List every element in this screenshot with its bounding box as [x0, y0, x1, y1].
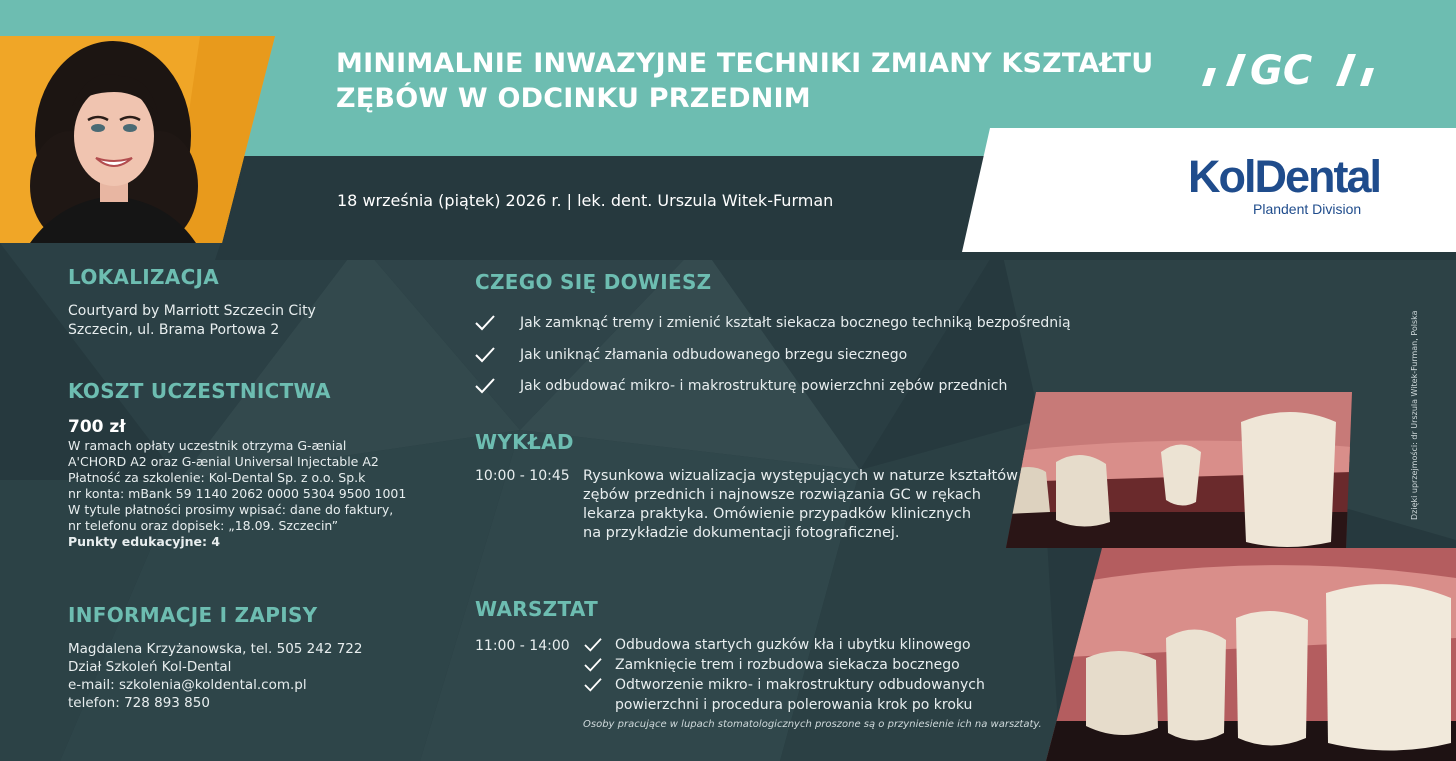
photo-credit: Dzięki uprzejmości: dr Urszula Witek-Furman, Polska — [1410, 310, 1419, 520]
workshop-item-continuation: powierzchni i procedura polerowania krok po kroku — [615, 697, 973, 713]
koldental-subtitle: Plandent Division — [1253, 201, 1362, 217]
lecture-time: 10:00 - 10:45 — [475, 468, 570, 484]
dental-photo-after — [1046, 548, 1456, 761]
workshop-note: Osoby pracujące w lupach stomatologicznych proszone są o przyniesienie ich na warsztaty. — [583, 719, 1042, 730]
gc-logo — [1198, 46, 1378, 90]
cost-line: W ramach opłaty uczestnik otrzyma G-ænial — [68, 438, 347, 453]
learn-item-text: Jak odbudować mikro- i makrostrukturę powierzchni zębów przednich — [520, 378, 1008, 394]
workshop-item-text: Zamknięcie trem i rozbudowa siekacza bocznego — [615, 657, 960, 673]
cost-line: nr telefonu oraz dopisek: „18.09. Szczecin” — [68, 518, 339, 533]
title-line-2: ZĘBÓW W ODCINKU PRZEDNIM — [336, 83, 811, 114]
cost-line: nr konta: mBank 59 1140 2062 0000 5304 9500 1001 — [68, 486, 407, 501]
check-icon — [474, 314, 496, 332]
learn-item-text: Jak zamknąć tremy i zmienić kształt siekacza bocznego techniką bezpośrednią — [520, 315, 1071, 331]
info-heading: INFORMACJE I ZAPISY — [68, 603, 318, 627]
date-speaker: 18 września (piątek) 2026 r. | lek. dent. Urszula Witek-Furman — [337, 191, 834, 210]
check-icon — [583, 637, 603, 653]
cost-line: W tytule płatności prosimy wpisać: dane do faktury, — [68, 502, 394, 517]
cost-block — [68, 416, 428, 550]
dental-photo-before — [1006, 392, 1352, 548]
check-icon — [583, 677, 603, 693]
cost-heading: KOSZT UCZESTNICTWA — [68, 379, 331, 403]
price: 700 zł — [68, 417, 126, 437]
location-line: Szczecin, ul. Brama Portowa 2 — [68, 322, 280, 338]
workshop-item-text: Odbudowa startych guzków kła i ubytku klinowego — [615, 637, 971, 653]
lecture-line: zębów przednich i najnowsze rozwiązania GC w rękach — [583, 487, 981, 503]
lecture-heading: WYKŁAD — [475, 430, 574, 454]
cost-line: A'CHORD A2 oraz G-ænial Universal Injectable A2 — [68, 454, 379, 469]
info-block — [68, 640, 363, 712]
check-icon — [474, 377, 496, 395]
title-line-1: MINIMALNIE INWAZYJNE TECHNIKI ZMIANY KSZTAŁTU — [336, 48, 1154, 79]
learn-item — [474, 314, 1071, 332]
email-link[interactable]: e-mail: szkolenia@koldental.com.pl — [68, 677, 307, 693]
education-points: Punkty edukacyjne: 4 — [68, 534, 221, 549]
cost-line: Płatność za szkolenie: Kol-Dental Sp. z o.o. Sp.k — [68, 470, 366, 485]
location-line: Courtyard by Marriott Szczecin City — [68, 303, 316, 319]
lecture-description — [583, 467, 1018, 543]
workshop-item — [583, 636, 971, 655]
koldental-logo: KolDental — [1188, 151, 1381, 202]
workshop-item — [583, 656, 960, 675]
learn-heading: CZEGO SIĘ DOWIESZ — [475, 270, 712, 294]
location-heading: LOKALIZACJA — [68, 265, 220, 289]
workshop-item — [583, 676, 985, 695]
gc-logo-text: GC — [1250, 48, 1313, 90]
workshop-item-text: Odtworzenie mikro- i makrostruktury odbudowanych — [615, 677, 985, 693]
check-icon — [474, 346, 496, 364]
workshop-time: 11:00 - 14:00 — [475, 638, 570, 654]
phone-line: telefon: 728 893 850 — [68, 695, 210, 711]
workshop-heading: WARSZTAT — [475, 597, 599, 621]
learn-item-text: Jak uniknąć złamania odbudowanego brzegu siecznego — [520, 347, 908, 363]
learn-item — [474, 377, 1007, 395]
event-title — [336, 46, 1176, 116]
learn-item — [474, 346, 907, 364]
speaker-portrait — [0, 36, 275, 243]
info-line: Dział Szkoleń Kol-Dental — [68, 659, 232, 675]
info-line: Magdalena Krzyżanowska, tel. 505 242 722 — [68, 641, 363, 657]
lecture-line: Rysunkowa wizualizacja występujących w naturze kształtów — [583, 468, 1018, 484]
location-text — [68, 302, 316, 340]
check-icon — [583, 657, 603, 673]
lecture-line: lekarza praktyka. Omówienie przypadków klinicznych — [583, 506, 972, 522]
lecture-line: na przykładzie dokumentacji fotograficznej. — [583, 525, 900, 541]
